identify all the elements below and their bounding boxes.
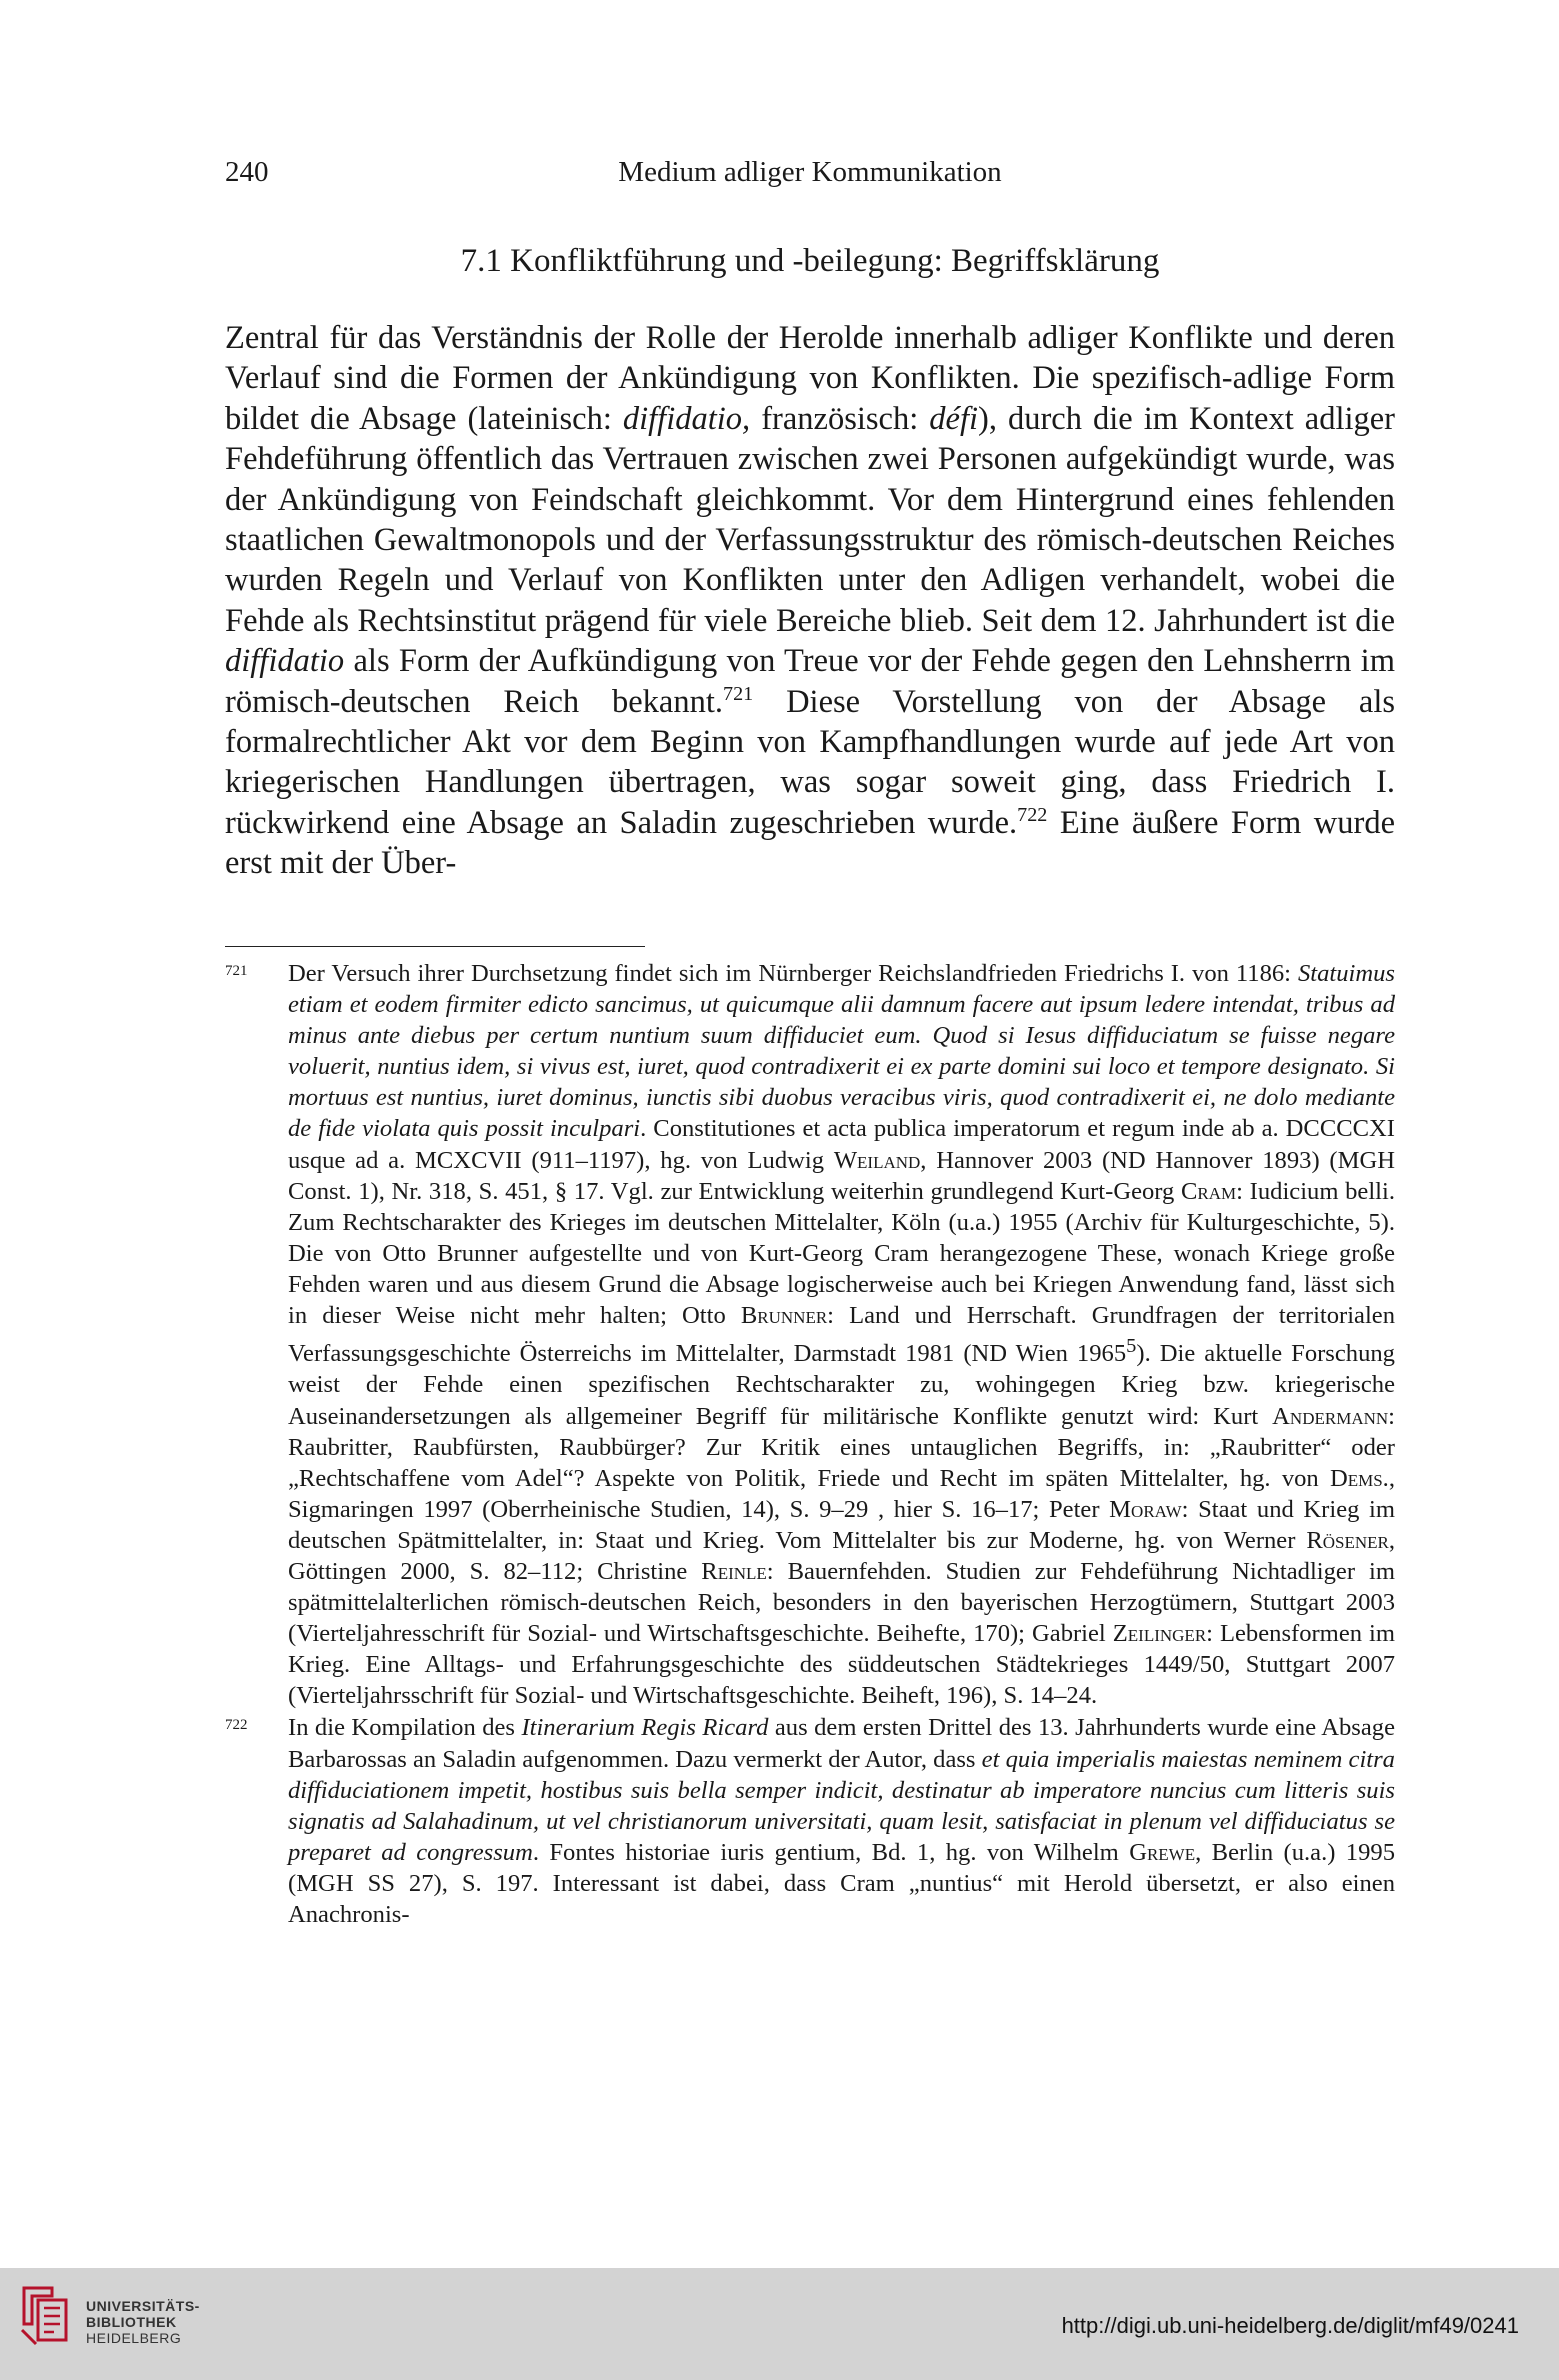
footnote-separator <box>225 946 645 947</box>
footnote-ref-722[interactable]: 722 <box>1017 804 1048 827</box>
footnotes <box>225 958 1395 1930</box>
footnote-ref-721[interactable]: 721 <box>723 682 754 705</box>
footnote-722: 722 In die Kompilation des Itinerarium Regis Ricard aus dem ersten Drittel des 13. Jahrhunderts wurde eine Absage Barbarossas an Saladin aufgenommen. Dazu vermerkt der Autor, dass et quia imperialis maiestas neminem citra diffiduciationem impetit, hostibus suis bella semper indicit, destinatur ab imperatore nuncius cum litteris suis signatis ad Salahadinum, ut vel christianorum universitati, quam lesit, satisfaciat in plenum vel diffiduciatus se preparet ad congressum. Fontes historiae iuris gentium, Bd. 1, hg. von Wilhelm Grewe, Berlin (u.a.) 1995 (MGH SS 27), S. 197. Interessant ist dabei, dass Cram „nuntius“ mit Herold übersetzt, er also einen Anachronis- <box>225 1714 1395 1928</box>
running-head <box>225 150 1395 194</box>
footnote-721: 721 Der Versuch ihrer Durchsetzung findet sich im Nürnberger Reichslandfrieden Friedrichs I. von 1186: Statuimus etiam et eodem firmiter edicto sancimus, ut quicumque alii damnum facere aut ipsum ledere intendat, tribus ad minus ante diebus per certum nuntium suum diffiduciet eum. Quod si Iesus diffiduciatum se fuisse negare voluerit, nuntius idem, si vivus est, iuret, quod contradixerit ei ex parte domini sui loco et tempore designato. Si mortuus est nuntius, iuret dominus, iunctis sibi duobus veracibus viris, quod contradixerit ei, ne dolo mediante de fide violata quis possit inculpari. Constitutiones et acta publica imperatorum et regum inde ab a. DCCCCXI usque ad a. MCXCVII (911–1197), hg. von Ludwig Weiland, Hannover 2003 (ND Hannover 1893) (MGH Const. 1), Nr. 318, S. 451, § 17. Vgl. zur Entwicklung weiterhin grundlegend Kurt-Georg Cram: Iudicium belli. Zum Rechtscharakter des Krieges im deutschen Mittelalter, Köln (u.a.) 1955 (Archiv für Kulturgeschichte, 5). Die von Otto Brunner aufgestellte und von Kurt-Georg Cram herangezogene These, wonach Kriege große Fehden waren und aus diesem Grund die Absage logischerweise auch bei Kriegen Anwendung fand, lässt sich in dieser Weise nicht mehr halten; Otto Brunner: Land und Herrschaft. Grundfragen der territorialen Verfassungsgeschichte Österreichs im Mittelalter, Darmstadt 1981 (ND Wien 1965$^5$). Die aktuelle Forschung weist der Fehde einen spezifischen Rechtscharakter zu, wohingegen Krieg bzw. kriegerische Auseinandersetzungen als allgemeiner Begriff für militärische Konflikte genutzt wird: Kurt Andermann: Raubritter, Raubfürsten, Raubbürger? Zur Kritik eines untauglichen Begriffs, in: „Raubritter“ oder „Rechtschaffene vom Adel“? Aspekte von Politik, Friede und Recht im späten Mittelalter, hg. von Dems., Sigmaringen 1997 (Oberrheinische Studien, 14), S. 9–29 , hier S. 16–17; Peter Moraw: Staat und Krieg im deutschen Spätmittelalter, in: Staat und Krieg. Vom Mittelalter bis zur Moderne, hg. von Werner Rösener, Göttingen 2000, S. 82–112; Christine Reinle: Bauernfehden. Studien zur Fehdeführung Nichtadliger im spätmittelalterlichen römisch-deutschen Reich, besonders in den bayerischen Herzogtümern, Stuttgart 2003 (Vierteljahresschrift für Sozial- und Wirtschaftsgeschichte. Beihefte, 170); Gabriel Zeilinger: Lebensformen im Krieg. Eine Alltags- und Erfahrungsgeschichte des süddeutschen Städtekrieges 1449/50, Stuttgart 2007 (Vierteljahrsschrift für Sozial- und Wirtschaftsgeschichte. Beiheft, 196), S. 14–24. <box>225 960 1396 1710</box>
page-number: 240 <box>225 156 269 188</box>
source-url-link[interactable]: http://digi.ub.uni-heidelberg.de/diglit/mf49/0241 <box>1061 2313 1519 2338</box>
footnote-number: 722 <box>225 1717 248 1734</box>
footnote-number: 721 <box>225 963 248 979</box>
main-text <box>225 318 1395 884</box>
running-title: Medium adliger Kommunikation <box>618 156 1002 188</box>
library-logo-icon <box>18 2284 78 2348</box>
library-name: UNIVERSITÄTS- BIBLIOTHEK HEIDELBERG <box>86 2298 200 2346</box>
section-heading: 7.1 Konfliktführung und -beilegung: Begriffsklärung <box>460 243 1160 279</box>
main-paragraph: Zentral für das Verständnis der Rolle der Herolde innerhalb adliger Konflikte und deren Verlauf sind die Formen der Ankündigung von Konflikten. Die spezifisch-adlige Form bildet die Absage (lateinisch: diffidatio, französisch: défi), durch die im Kontext adliger Fehdeführung öffentlich das Vertrauen zwischen zwei Personen aufgekündigt wurde, was der Ankündigung von Feindschaft gleichkommt. Vor dem Hintergrund eines fehlenden staatlichen Gewaltmonopols und der Verfassungsstruktur des römisch-deutschen Reiches wurden Regeln und Verlauf von Konflikten unter den Adligen verhandelt, wobei die Fehde als Rechtsinstitut prägend für viele Bereiche blieb. Seit dem 12. Jahrhundert ist die diffidatio als Form der Aufkündigung von Treue vor der Fehde gegen den Lehnsherrn im römisch-deutschen Reich bekannt.$^{721}$ Diese Vorstellung von der Absage als formalrechtlicher Akt vor dem Beginn von Kampfhandlungen wurde auf jede Art von kriegerischen Handlungen übertragen, was sogar soweit ging, dass Friedrich I. rückwirkend eine Absage an Saladin zugeschrieben wurde.$^{722}$ Eine äußere Form wurde erst mit der Über- <box>225 320 1396 882</box>
